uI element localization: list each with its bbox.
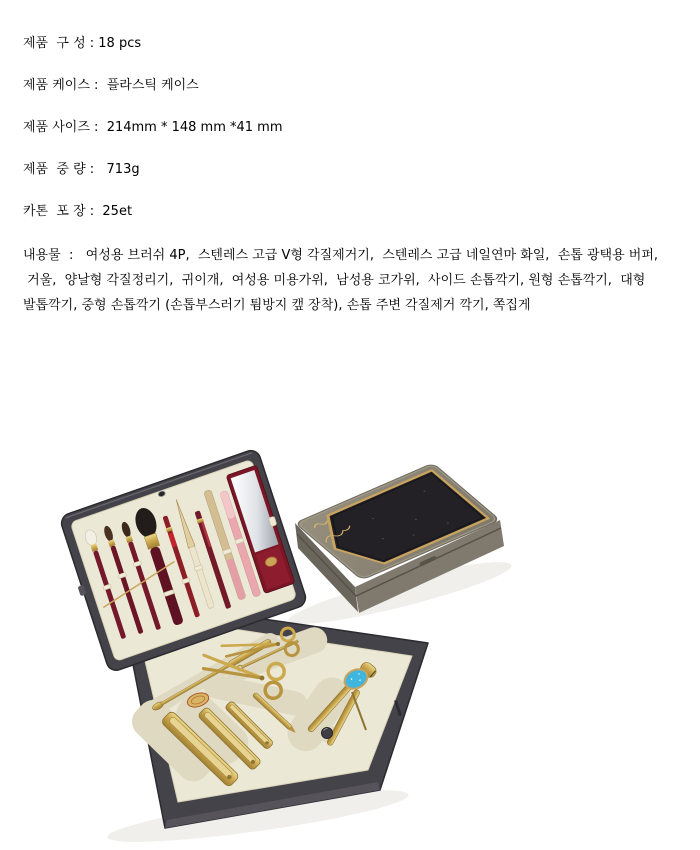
contents-line-3: 발톱깍기, 중형 손톱깍기 (손톱부스러기 튐방지 캪 장착), 손톱 주변 각질제거 깍기, 쪽집게 [23,298,531,313]
snap-button [322,728,333,739]
spec-weight: 제품 중 량 : 713g [23,162,140,177]
contents-line-1: 내용물 : 여성용 브러쉬 4P, 스텐레스 고급 V형 각질제거기, 스텐레스 고급 네일연마 화일, 손톱 광택용 버퍼, [23,248,659,263]
product-specs [23,36,283,246]
spec-carton: 카톤 포 장 : 25et [23,204,133,219]
contents-line-2: 거울, 양날형 각질정리기, 귀이개, 여성용 미용가위, 남성용 코가위, 사이드 손톱깍기, 원형 손톱깍기, 대형 [23,273,646,288]
product-photo [0,430,700,850]
spec-case: 제품 케이스 : 플라스틱 케이스 [23,78,199,93]
product-contents [23,243,691,318]
spec-composition: 제품 구 성 : 18 pcs [23,36,142,51]
spec-size: 제품 사이즈 : 214mm * 148 mm *41 mm [23,120,283,135]
closed-case [295,463,504,613]
manicure-set-photo [0,430,700,850]
